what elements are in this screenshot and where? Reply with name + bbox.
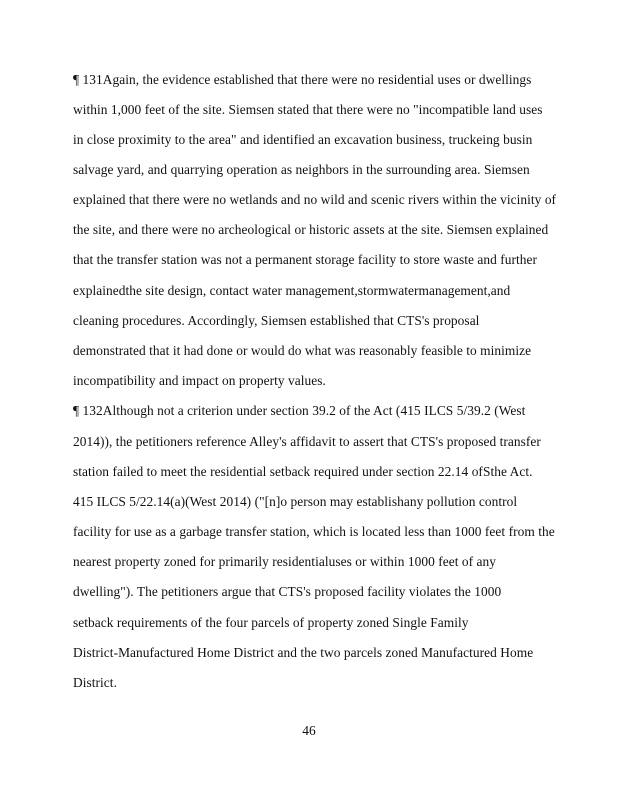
- body-text-line: demonstrated that it had done or would do what was reasonably feasible to minimize: [73, 343, 532, 358]
- body-text-line: nearest property zoned for primarily residentialuses or within 1000 feet of any: [73, 554, 497, 569]
- body-text-line: facility for use as a garbage transfer station, which is located less than 1000 feet from the: [73, 524, 555, 539]
- body-text-line: station failed to meet the residential setback required under section 22.14 ofSthe Act.: [73, 464, 533, 479]
- body-text-line: District.: [73, 675, 117, 690]
- body-text-line: setback requirements of the four parcels of property zoned Single Family: [73, 615, 469, 630]
- body-text-line: cleaning procedures. Accordingly, Siemsen established that CTS's proposal: [73, 313, 480, 328]
- body-text-line: incompatibility and impact on property values.: [73, 373, 326, 388]
- body-text-line: ¶ 132Although not a criterion under section 39.2 of the Act (415 ILCS 5/39.2 (West: [73, 403, 526, 418]
- body-text-line: District-Manufactured Home District and the two parcels zoned Manufactured Home: [73, 645, 534, 660]
- body-text-line: explainedthe site design, contact water management,stormwatermanagement,and: [73, 283, 511, 298]
- body-text-line: within 1,000 feet of the site. Siemsen stated that there were no "incompatible land uses: [73, 102, 543, 117]
- body-text-line: salvage yard, and quarrying operation as neighbors in the surrounding area. Siemsen: [73, 162, 530, 177]
- body-text-line: ¶ 131Again, the evidence established that there were no residential uses or dwellings: [73, 72, 532, 87]
- body-text-line: 2014)), the petitioners reference Alley's affidavit to assert that CTS's proposed transfer: [73, 434, 541, 449]
- body-text-line: that the transfer station was not a permanent storage facility to store waste and further: [73, 252, 538, 267]
- body-text-line: in close proximity to the area" and identified an excavation business, truckeing busin: [73, 132, 533, 147]
- body-text-line: dwelling"). The petitioners argue that CTS's proposed facility violates the 1000: [73, 584, 502, 599]
- body-text-line: explained that there were no wetlands and no wild and scenic rivers within the vicinity of: [73, 192, 557, 207]
- body-text-line: the site, and there were no archeological or historic assets at the site. Siemsen explained: [73, 222, 549, 237]
- body-text-line: 415 ILCS 5/22.14(a)(West 2014) ("[n]o person may establishany pollution control: [73, 494, 518, 509]
- page-number: 46: [302, 723, 316, 738]
